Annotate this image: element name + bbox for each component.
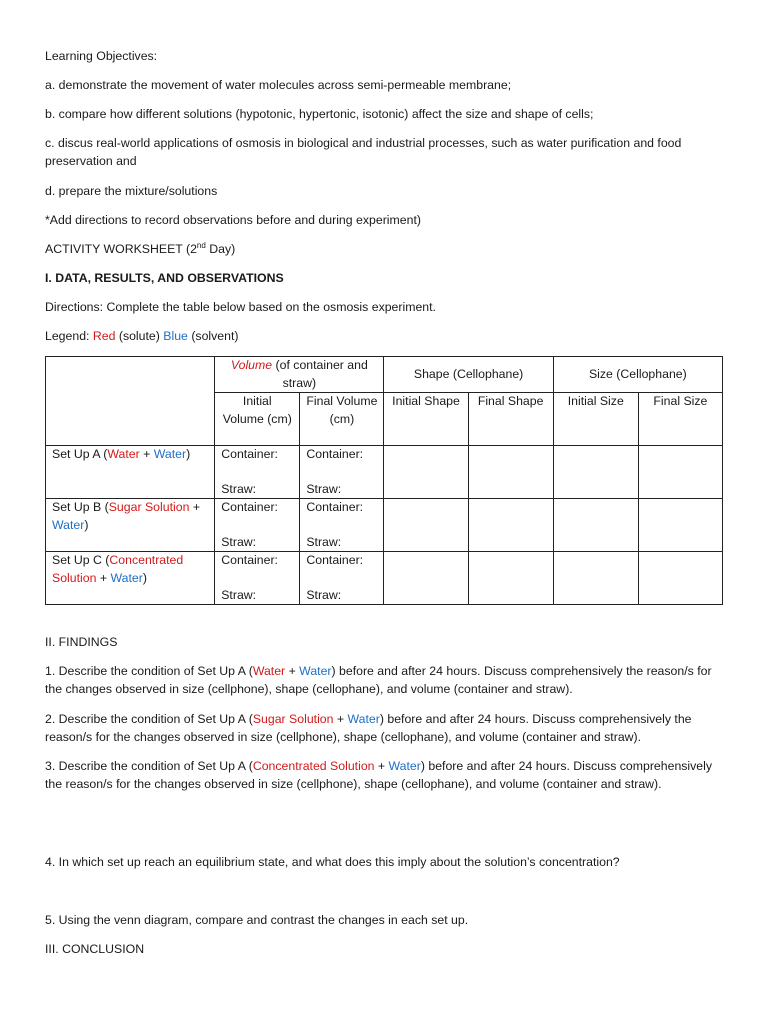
initial-shape-header: Initial Shape: [384, 393, 468, 446]
objective-a: a. demonstrate the movement of water molecules across semi-permeable membrane;: [45, 78, 512, 92]
setup-b-initial-volume[interactable]: Container: Straw:: [215, 499, 300, 552]
finding-question-4: 4. In which set up reach an equilibrium state, and what does this imply about the solution’s concentration?: [45, 855, 620, 869]
osmosis-data-table: [45, 356, 723, 605]
objective-b: b. compare how different solutions (hypotonic, hypertonic, isotonic) affect the size and shape of cells;: [45, 107, 594, 121]
objectives-heading: Learning Objectives:: [45, 49, 158, 63]
conclusion-heading: III. CONCLUSION: [45, 942, 145, 956]
section-data-heading: I. DATA, RESULTS, AND OBSERVATIONS: [45, 271, 284, 285]
final-volume-header: Final Volume (cm): [300, 393, 384, 446]
setup-c-final-shape[interactable]: [468, 552, 553, 605]
shape-header: Shape (Cellophane): [384, 357, 553, 393]
setup-a-initial-size[interactable]: [553, 446, 638, 499]
final-shape-header: Final Shape: [468, 393, 553, 446]
final-size-header: Final Size: [638, 393, 722, 446]
legend: Legend: Red (solute) Blue (solvent): [45, 329, 239, 343]
worksheet-title: ACTIVITY WORKSHEET (2nd Day): [45, 240, 236, 256]
setup-b-final-shape[interactable]: [468, 499, 553, 552]
table-row: [46, 499, 723, 552]
setup-a-initial-shape[interactable]: [384, 446, 468, 499]
observation-note: *Add directions to record observations before and during experiment): [45, 213, 421, 227]
finding-question-2: 2. Describe the condition of Set Up A (Sugar Solution + Water) before and after 24 hours. Discuss comprehensively the reason/s for the changes observed in size (cellphone), shape (cellophane), and volume (container and straw).: [45, 712, 692, 744]
setup-c-initial-shape[interactable]: [384, 552, 468, 605]
table-corner-cell: [46, 357, 215, 446]
finding-question-3: 3. Describe the condition of Set Up A (Concentrated Solution + Water) before and after 24 hours. Discuss comprehensively the reason/s for the changes observed in size (cellphone), shape (cellophane), and volume (container and straw).: [45, 759, 713, 791]
finding-question-1: 1. Describe the condition of Set Up A (Water + Water) before and after 24 hours. Discuss comprehensively the reason/s for the changes observed in size (cellphone), shape (cellophane), and volume (container and straw).: [45, 664, 712, 696]
setup-b-initial-shape[interactable]: [384, 499, 468, 552]
objective-c: c. discus real-world applications of osmosis in biological and industrial processes, such as water purification and food preservation and: [45, 136, 682, 168]
setup-b-final-volume[interactable]: Container: Straw:: [300, 499, 384, 552]
setup-c-final-volume[interactable]: Container: Straw:: [300, 552, 384, 605]
setup-c-label: Set Up C (Concentrated Solution + Water): [46, 552, 215, 605]
finding-question-5: 5. Using the venn diagram, compare and contrast the changes in each set up.: [45, 913, 469, 927]
table-row: [46, 446, 723, 499]
setup-a-final-shape[interactable]: [468, 446, 553, 499]
setup-a-initial-volume[interactable]: Container: Straw:: [215, 446, 300, 499]
table-row: [46, 552, 723, 605]
findings-heading: II. FINDINGS: [45, 635, 118, 649]
setup-b-initial-size[interactable]: [553, 499, 638, 552]
setup-a-label: Set Up A (Water + Water): [46, 446, 215, 499]
setup-b-final-size[interactable]: [638, 499, 722, 552]
setup-a-final-volume[interactable]: Container: Straw:: [300, 446, 384, 499]
initial-volume-header: Initial Volume (cm): [215, 393, 300, 446]
objective-d: d. prepare the mixture/solutions: [45, 184, 218, 198]
setup-c-final-size[interactable]: [638, 552, 722, 605]
table-directions: Directions: Complete the table below based on the osmosis experiment.: [45, 300, 436, 314]
initial-size-header: Initial Size: [553, 393, 638, 446]
volume-header: Volume (of container and straw): [215, 357, 384, 393]
size-header: Size (Cellophane): [553, 357, 722, 393]
setup-a-final-size[interactable]: [638, 446, 722, 499]
setup-c-initial-volume[interactable]: Container: Straw:: [215, 552, 300, 605]
setup-b-label: Set Up B (Sugar Solution + Water): [46, 499, 215, 552]
setup-c-initial-size[interactable]: [553, 552, 638, 605]
